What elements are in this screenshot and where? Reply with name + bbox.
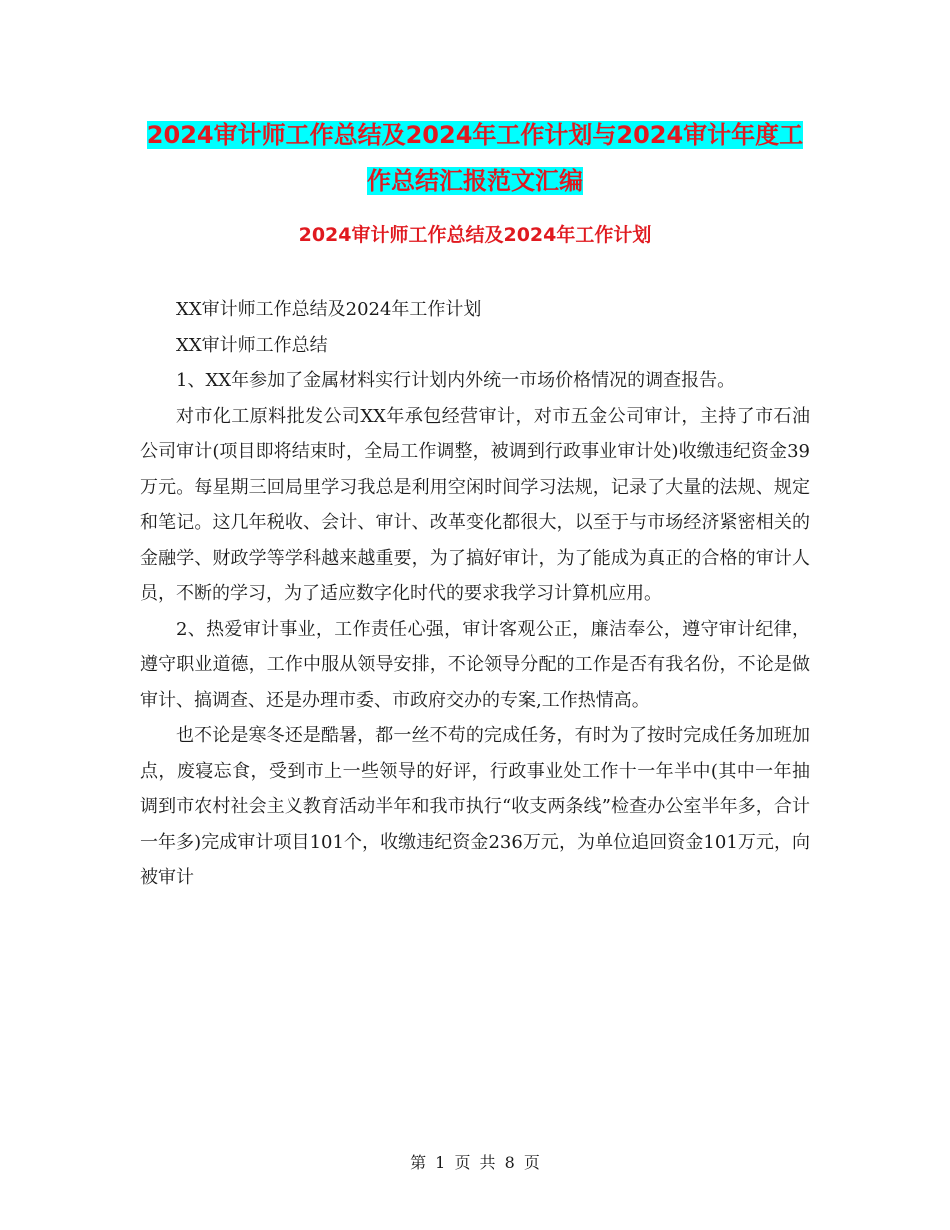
paragraph-6: 也不论是寒冬还是酷暑，都一丝不苟的完成任务，有时为了按时完成任务加班加点，废寝忘食，受到市上一些领导的好评，行政事业处工作十一年半中(其中一年抽调到市农村社会主义教育活动半年和我市执行“收支两条线”检查办公室半年多，合计一年多)完成审计项目101个，收缴违纪资金236万元，为单位追回资金101万元，向被审计 bbox=[140, 725, 810, 888]
paragraph-5: 2、热爱审计事业，工作责任心强，审计客观公正，廉洁奉公，遵守审计纪律，遵守职业道德，工作中服从领导安排，不论领导分配的工作是否有我名份，不论是做审计、搞调查、还是办理市委、市政府交办的专案,工作热情高。 bbox=[140, 618, 810, 711]
document-body bbox=[140, 292, 810, 896]
section-title: 2024审计师工作总结及2024年工作计划 bbox=[298, 224, 652, 246]
document-title bbox=[140, 112, 810, 204]
paragraph-1: XX审计师工作总结及2024年工作计划 bbox=[176, 299, 482, 320]
paragraph-4: 对市化工原料批发公司XX年承包经营审计，对市五金公司审计，主持了市石油公司审计(项目即将结束时，全局工作调整，被调到行政事业审计处)收缴违纪资金39万元。每星期三回局里学习我总是利用空闲时间学习法规，记录了大量的法规、规定和笔记。这几年税收、会计、审计、改革变化都很大，以至于与市场经济紧密相关的金融学、财政学等学科越来越重要，为了搞好审计，为了能成为真正的合格的审计人员，不断的学习，为了适应数字化时代的要求我学习计算机应用。 bbox=[140, 405, 810, 604]
page-footer: 第 1 页 共 8 页 bbox=[410, 1153, 540, 1172]
document-title-text: 2024审计师工作总结及2024年工作计划与2024审计年度工作总结汇报范文汇编 bbox=[146, 121, 804, 195]
paragraph-2: XX审计师工作总结 bbox=[176, 334, 328, 356]
paragraph-3: 1、XX年参加了金属材料实行计划内外统一市场价格情况的调查报告。 bbox=[176, 370, 736, 391]
